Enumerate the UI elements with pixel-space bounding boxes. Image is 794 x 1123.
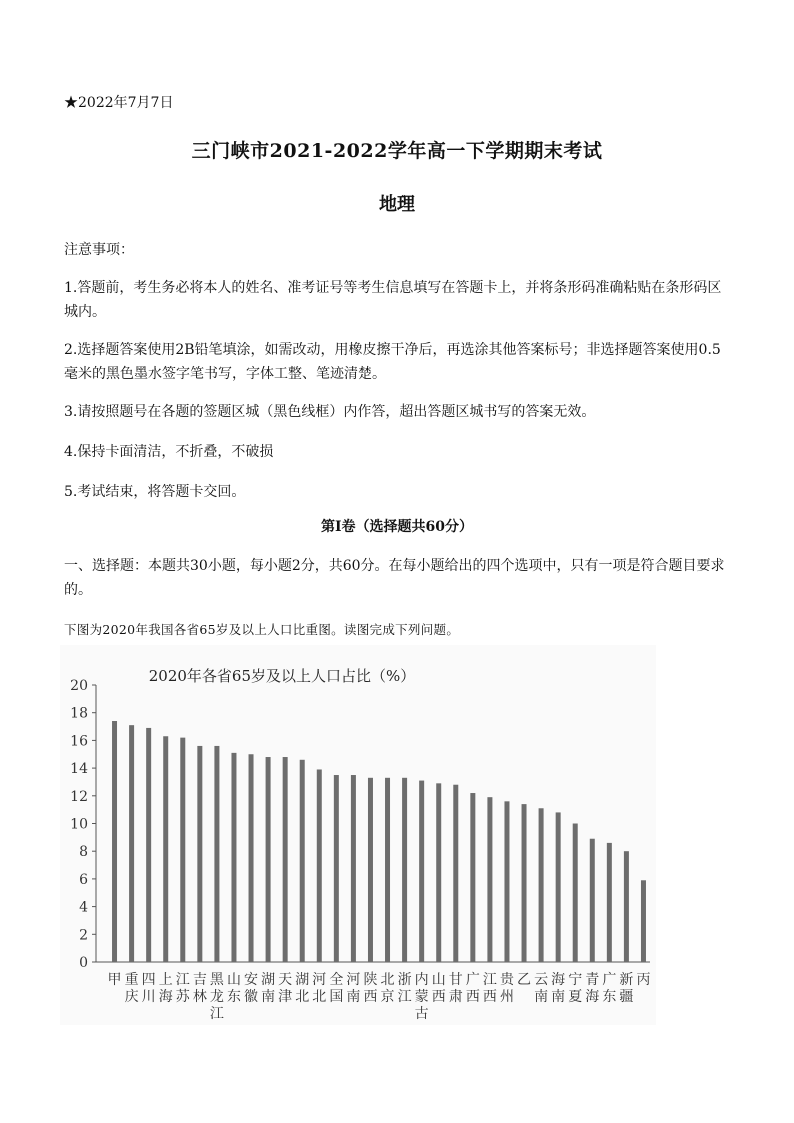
x-tick-label: 夏 bbox=[568, 989, 583, 1005]
x-tick-label: 西 bbox=[363, 989, 378, 1005]
question-intro: 下图为2020年我国各省65岁及以上人口比重图。读图完成下列问题。 bbox=[64, 622, 460, 637]
x-tick-label: 丙 bbox=[636, 972, 651, 988]
bar-chart-svg bbox=[60, 645, 656, 1025]
x-tick-label: 林 bbox=[192, 989, 207, 1005]
x-tick-label: 海 bbox=[585, 989, 600, 1005]
x-tick-label: 北 bbox=[312, 989, 327, 1005]
notice-item: 2.选择题答案使用2B铅笔填涂，如需改动，用橡皮擦干净后，再选涂其他答案标号；非选择题答案使用0.5毫米的黑色墨水签字笔书写，字体工整、笔迹清楚。 bbox=[64, 342, 721, 382]
x-tick-label: 北 bbox=[295, 989, 310, 1005]
y-tick-label: 18 bbox=[70, 705, 88, 722]
bar bbox=[641, 880, 646, 962]
x-tick-label: 古 bbox=[414, 1006, 429, 1022]
x-tick-label: 南 bbox=[346, 989, 361, 1005]
bar bbox=[163, 736, 168, 962]
x-tick-label: 重 bbox=[124, 972, 139, 988]
x-tick-label: 津 bbox=[278, 989, 293, 1005]
x-tick-label: 龙 bbox=[209, 989, 224, 1005]
bar bbox=[522, 804, 527, 962]
y-tick-label: 6 bbox=[79, 871, 88, 888]
bar bbox=[197, 746, 202, 962]
bar bbox=[146, 728, 151, 962]
x-tick-label: 新 bbox=[619, 972, 634, 988]
notice-heading: 注意事项： bbox=[64, 242, 134, 258]
y-tick-label: 0 bbox=[79, 955, 88, 971]
y-tick-label: 8 bbox=[79, 844, 88, 861]
x-tick-label: 吉 bbox=[192, 972, 207, 988]
population-chart bbox=[60, 645, 656, 1025]
notice-item: 1.答题前，考生务必将本人的姓名、准考证号等考生信息填写在答题卡上，并将条形码准确粘贴在条形码区城内。 bbox=[64, 280, 722, 320]
bar bbox=[436, 783, 441, 962]
x-tick-label: 江 bbox=[209, 1006, 224, 1022]
y-tick-label: 10 bbox=[70, 816, 88, 833]
bar bbox=[487, 797, 492, 962]
notice-item: 5.考试结束，将答题卡交回。 bbox=[64, 484, 246, 500]
x-tick-label: 乙 bbox=[517, 972, 532, 988]
x-tick-label: 徽 bbox=[244, 989, 259, 1005]
x-tick-label: 广 bbox=[602, 972, 617, 988]
x-tick-label: 南 bbox=[534, 989, 549, 1005]
x-tick-label: 南 bbox=[551, 989, 566, 1005]
y-tick-label: 4 bbox=[79, 899, 88, 916]
bar bbox=[112, 721, 117, 962]
bar bbox=[266, 757, 271, 962]
x-tick-label: 国 bbox=[329, 989, 344, 1005]
x-tick-label: 北 bbox=[380, 972, 395, 988]
x-tick-label: 内 bbox=[414, 972, 429, 988]
chart-title: 2020年各省65岁及以上人口占比（%） bbox=[148, 667, 416, 685]
bar bbox=[402, 778, 407, 962]
x-tick-label: 上 bbox=[158, 972, 173, 988]
x-tick-label: 南 bbox=[261, 989, 276, 1005]
volume-heading: 第Ⅰ卷（选择题共60分） bbox=[320, 519, 474, 535]
x-tick-label: 苏 bbox=[175, 989, 190, 1005]
x-tick-label: 山 bbox=[431, 972, 446, 988]
x-tick-label: 全 bbox=[329, 972, 344, 988]
bar bbox=[351, 775, 356, 962]
x-tick-label: 甘 bbox=[448, 972, 463, 988]
x-tick-label: 东 bbox=[226, 989, 241, 1005]
section-instruction: 一、选择题：本题共30小题，每小题2分，共60分。在每小题给出的四个选项中，只有一项是符合题目要求的。 bbox=[64, 558, 725, 598]
x-tick-label: 西 bbox=[431, 989, 446, 1005]
x-tick-label: 山 bbox=[226, 972, 241, 988]
x-tick-label: 庆 bbox=[124, 989, 139, 1005]
x-tick-label: 浙 bbox=[397, 972, 412, 988]
bar bbox=[231, 753, 236, 962]
x-tick-label: 州 bbox=[499, 989, 514, 1005]
x-tick-label: 川 bbox=[141, 989, 156, 1005]
bar bbox=[539, 808, 544, 962]
exam-title: 三门峡市2021-2022学年高一下学期期末考试 bbox=[191, 140, 603, 162]
x-tick-label: 四 bbox=[141, 972, 156, 988]
bar bbox=[368, 778, 373, 962]
x-tick-label: 云 bbox=[534, 972, 549, 988]
x-tick-label: 蒙 bbox=[414, 989, 429, 1005]
x-tick-label: 黑 bbox=[209, 972, 224, 988]
bar bbox=[334, 775, 339, 962]
x-tick-label: 海 bbox=[551, 972, 566, 988]
bar bbox=[504, 801, 509, 962]
x-tick-label: 青 bbox=[585, 972, 600, 988]
bar bbox=[470, 793, 475, 962]
x-tick-label: 京 bbox=[380, 989, 395, 1005]
notice-item: 3.请按照题号在各题的签题区城（黑色线框）内作答，超出答题区城书写的答案无效。 bbox=[64, 404, 596, 420]
bar bbox=[607, 843, 612, 962]
bar bbox=[556, 812, 561, 962]
x-tick-label: 贵 bbox=[499, 972, 514, 988]
x-tick-label: 广 bbox=[465, 972, 480, 988]
y-tick-label: 12 bbox=[70, 788, 88, 805]
bar bbox=[283, 757, 288, 962]
x-tick-label: 肃 bbox=[448, 989, 463, 1005]
x-tick-label: 东 bbox=[602, 989, 617, 1005]
y-tick-label: 20 bbox=[70, 678, 88, 694]
x-tick-label: 天 bbox=[278, 972, 293, 988]
bar bbox=[249, 754, 254, 962]
bar bbox=[624, 851, 629, 962]
bar bbox=[214, 746, 219, 962]
x-tick-label: 湖 bbox=[261, 972, 276, 988]
bar bbox=[129, 725, 134, 962]
x-tick-label: 安 bbox=[244, 972, 259, 988]
bar bbox=[180, 738, 185, 962]
y-tick-label: 16 bbox=[70, 733, 88, 750]
x-tick-label: 江 bbox=[175, 972, 190, 988]
bar bbox=[573, 824, 578, 963]
x-tick-label: 宁 bbox=[568, 972, 583, 988]
x-tick-label: 海 bbox=[158, 989, 173, 1005]
bar bbox=[590, 839, 595, 962]
notice-item: 4.保持卡面清洁，不折叠，不破损 bbox=[64, 444, 274, 460]
bar bbox=[385, 778, 390, 962]
x-tick-label: 江 bbox=[397, 989, 412, 1005]
exam-subject: 地理 bbox=[379, 194, 415, 215]
bar bbox=[453, 785, 458, 962]
x-tick-label: 河 bbox=[346, 972, 361, 988]
bar bbox=[300, 760, 305, 962]
x-tick-label: 湖 bbox=[295, 972, 310, 988]
y-tick-label: 2 bbox=[79, 927, 88, 944]
x-tick-label: 河 bbox=[312, 972, 327, 988]
x-tick-label: 甲 bbox=[107, 972, 122, 988]
bar bbox=[317, 769, 322, 962]
bar bbox=[419, 781, 424, 962]
x-tick-label: 陕 bbox=[363, 972, 378, 988]
exam-date: ★2022年7月7日 bbox=[64, 95, 174, 111]
y-tick-label: 14 bbox=[70, 761, 88, 778]
x-tick-label: 西 bbox=[482, 989, 497, 1005]
x-tick-label: 疆 bbox=[619, 989, 634, 1005]
x-tick-label: 江 bbox=[482, 972, 497, 988]
x-tick-label: 西 bbox=[465, 989, 480, 1005]
